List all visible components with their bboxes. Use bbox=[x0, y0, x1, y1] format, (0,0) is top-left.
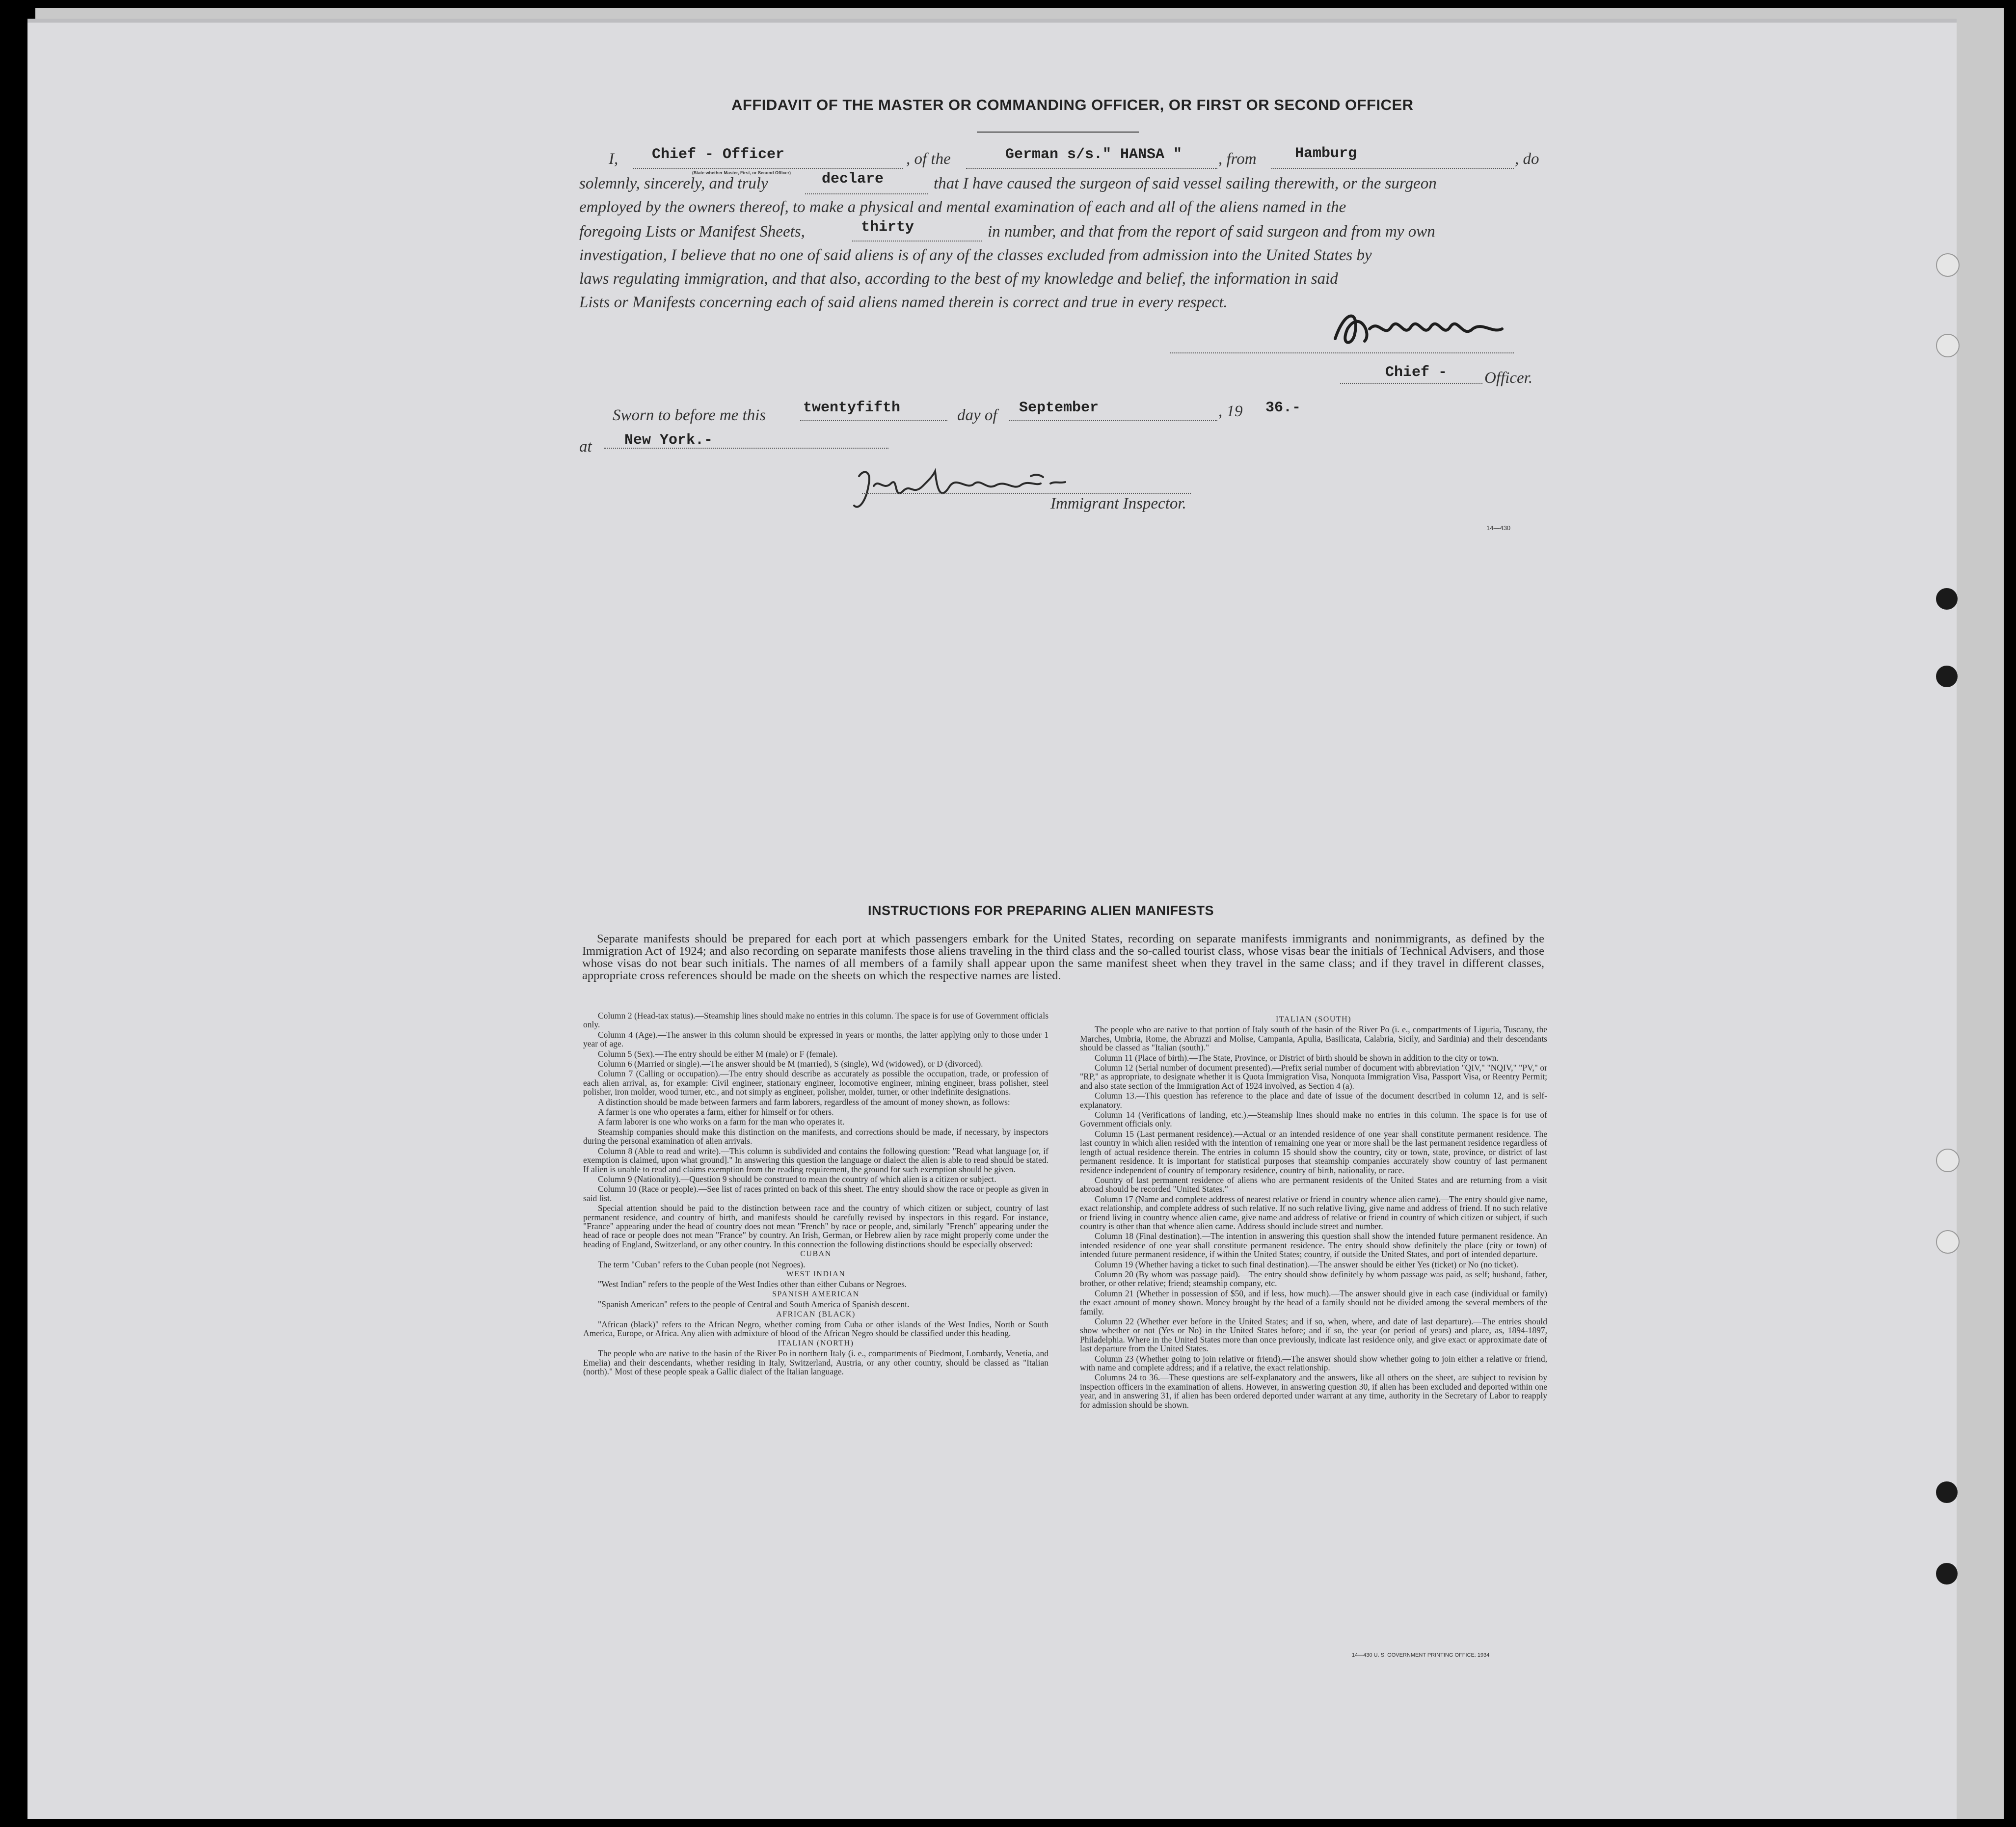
african-definition: "African (black)" refers to the African Negro, whether coming from Cuba or other islands of the West Indies, North or South America, Europe, or Africa. Any alien with admixture of blood of the African Negro should be classified under this heading. bbox=[583, 1319, 1048, 1339]
binder-hole bbox=[1936, 1481, 1958, 1503]
col7-occupation: Column 7 (Calling or occupation).—The entry should describe as accurately as possible the occupation, trade, or profession of each alien arrival, as, for example: Civil engineer, stationary engineer, locomotive engineer, mining engineer, brass polisher, steel polisher, iron molder, wood turner, etc., and not simply as engineer, polisher, molder, turner, or other indefinite designations. bbox=[583, 1069, 1048, 1097]
document-page bbox=[27, 23, 1957, 1819]
text-year-prefix: , 19 bbox=[1218, 403, 1243, 420]
instructions-intro bbox=[582, 933, 1544, 983]
text-do: , do bbox=[1515, 150, 1539, 168]
intro-paragraph: Separate manifests should be prepared for each port at which passengers embark for the United States, recording on separate manifests immigrants and nonimmigrants, as defined by the Immigration Act of 1924; and also recording on separate manifests those aliens traveling in the third class and the so-called tourist class, whose visas bear the initials of Technical Advisers, and those whose visas do not bear such initials. The names of all members of a family shall appear upon the same manifest sheet when they travel in the same class; and if they travel in different classes, appropriate cross references should be made on the sheets on which the respective names are listed. bbox=[582, 932, 1544, 982]
heading-african: AFRICAN (BLACK) bbox=[776, 1310, 856, 1318]
farmer-distinction: A distinction should be made between farmers and farm laborers, regardless of the amount of money shown, as follows: bbox=[598, 1097, 1010, 1107]
sheet-count-field: thirty bbox=[861, 219, 914, 236]
text-from: , from bbox=[1218, 150, 1257, 168]
form-number: 14—430 bbox=[1486, 524, 1511, 532]
col21-money: Column 21 (Whether in possession of $50, and if less, how much).—The answer should give in each case (individual or family) the exact amount of money shown. Money brought by the head of a family should not be divided among the several members of the family. bbox=[1080, 1288, 1547, 1317]
col11-birthplace: Column 11 (Place of birth).—The State, Province, or District of birth should be shown in addition to the city or town. bbox=[1095, 1052, 1499, 1063]
col8-read-write: Column 8 (Able to read and write).—This column is subdivided and contains the following question: "Read what language [or, if exemption is claimed, upon what ground]." In answering this question the language or dialect the alien is able to read should be stated. If alien is unable to read and claims exemption from the reading requirement, the ground for such exemption should be given. bbox=[583, 1146, 1048, 1174]
spanish-american-definition: "Spanish American" refers to the people of Central and South America of Spanish descent. bbox=[598, 1299, 910, 1310]
rank-note: (State whether Master, First, or Second Officer) bbox=[692, 170, 791, 175]
vessel-line bbox=[966, 168, 1217, 169]
text-line3: employed by the owners thereof, to make a physical and mental examination of each and all of the aliens named in the bbox=[579, 198, 1346, 216]
title-divider bbox=[977, 132, 1139, 133]
farmer-definition: A farmer is one who operates a farm, either for himself or for others. bbox=[598, 1107, 834, 1117]
place-field: New York.- bbox=[624, 432, 713, 449]
heading-italian-south: ITALIAN (SOUTH) bbox=[1275, 1015, 1352, 1023]
signer-rank-line bbox=[1340, 383, 1482, 384]
col19-ticket: Column 19 (Whether having a ticket to such final destination).—The answer should be either Yes (ticket) or No (no ticket). bbox=[1095, 1259, 1519, 1269]
binder-hole bbox=[1936, 666, 1958, 687]
binder-hole bbox=[1936, 588, 1958, 610]
col15-residence: Column 15 (Last permanent residence).—Actual or an intended residence of one year shall constitute permanent residence. The last country in which alien resided with the intention of remaining one year or more shall be the last permanent residence regardless of length of actual residence therein. The entries in column 15 should show the country, city or town, state, province, or district of last permanent residence. It is important for statistical purposes that steamship companies accurately show country of last permanent residence independent of country of temporary residence, country of birth, nationality, or race. bbox=[1080, 1128, 1547, 1175]
italian-north-definition: The people who are native to the basin of the River Po in northern Italy (i. e., compartments of Piedmont, Lombardy, Venetia, and Emelia) and their descendants, whether residing in Italy, Switzerland, Austria, or any other country, should be classed as "Italian (north)." Most of these people speak a Gallic dialect of the Italian language. bbox=[583, 1348, 1048, 1377]
officer-rank-field: Chief - Officer bbox=[652, 146, 785, 163]
sworn-month-line bbox=[1009, 420, 1217, 421]
farm-laborer-definition: A farm laborer is one who works on a farm for the man who operates it. bbox=[598, 1117, 845, 1127]
col17-relative: Column 17 (Name and complete address of nearest relative or friend in country whence alien came).—The entry should give name, exact relationship, and complete address of such relative. If no such relative living, give name and address of friend. If no such relative or friend living in country whence alien came, give name and address of relative or friend in country of which citizen or subject, if such country is other than that whence alien came. Address should include street and number. bbox=[1080, 1194, 1547, 1231]
inspector-title: Immigrant Inspector. bbox=[1050, 495, 1186, 512]
text-solemnly: solemnly, sincerely, and truly bbox=[579, 175, 768, 192]
inspector-line bbox=[862, 493, 1191, 494]
signature-line bbox=[1170, 352, 1514, 353]
race-country-note: Special attention should be paid to the distinction between race and the country of which citizen or subject, country of last permanent residence, and country of birth, and manifests should be carefully revised by inspectors in this regard. For instance, "France" appearing under the head of country does not mean "French" by race or people, and, similarly "French" appearing under the head of race or people does not mean "France" by country. An Irish, German, or Hebrew alien by race might properly come under the heading of England, Switzerland, or any other country. In this connection the following distinctions should be especially observed: bbox=[583, 1203, 1048, 1249]
sheet-count-line bbox=[852, 241, 982, 242]
sworn-day-field: twentyfifth bbox=[803, 400, 901, 416]
text-line5: investigation, I believe that no one of said aliens is of any of the classes excluded from admission into the United States by bbox=[579, 246, 1372, 264]
text-surgeon: that I have caused the surgeon of said vessel sailing therewith, or the surgeon bbox=[934, 175, 1437, 192]
text-foregoing: foregoing Lists or Manifest Sheets, bbox=[579, 223, 805, 241]
text-at: at bbox=[579, 438, 592, 456]
port-field: Hamburg bbox=[1295, 145, 1357, 162]
col18-destination: Column 18 (Final destination).—The intention in answering this question shall show the intended future permanent residence. An intended residence of one year shall constitute permanent residence. The entry should show definitely the place (city or town) of intended future permanent residence, if within the United States; country, if outside the United States, and port of intended departure. bbox=[1080, 1231, 1547, 1260]
col22-previous-visit: Column 22 (Whether ever before in the United States; and if so, when, where, and date of last departure).—The entries should show whether or not (Yes or No) in the United States before; and if so, the year (or period of years) and place, as, 1894-1897, Philadelphia. Where in the United States more than once previously, indicate last residence only, and give exact or approximate date of last departure from the United States. bbox=[1080, 1317, 1547, 1354]
text-officer: Officer. bbox=[1484, 369, 1533, 387]
binder-hole bbox=[1936, 334, 1960, 357]
signer-rank-field: Chief - bbox=[1385, 364, 1448, 381]
col24-36: Columns 24 to 36.—These questions are self-explanatory and the answers, like all others on the sheet, are subject to revision by inspection officers in the examination of aliens. However, in answering question 30, if alien has been excluded and deported within one year, and in answering 31, if alien has been ordered deported under warrant at any time, authority in the Secretary of Labor to reapply for admission should be shown. bbox=[1080, 1372, 1547, 1410]
residence-us-note: Country of last permanent residence of aliens who are permanent residents of the United States and are returning from a visit abroad should be recorded "United States." bbox=[1080, 1175, 1547, 1194]
col9-nationality: Column 9 (Nationality).—Question 9 should be construed to mean the country of which alien is a citizen or subject. bbox=[598, 1174, 996, 1184]
heading-italian-north: ITALIAN (NORTH) bbox=[778, 1339, 854, 1347]
col14-verifications: Column 14 (Verifications of landing, etc.).—Steamship lines should make no entries in this column. The space is for use of Government officials only. bbox=[1080, 1110, 1547, 1129]
affidavit-title: AFFIDAVIT OF THE MASTER OR COMMANDING OFFICER, OR FIRST OR SECOND OFFICER bbox=[731, 96, 1414, 113]
col2-head-tax: Column 2 (Head-tax status).—Steamship lines should make no entries in this column. The space is for use of Government officials only. bbox=[583, 1011, 1048, 1030]
heading-west-indian: WEST INDIAN bbox=[786, 1269, 846, 1278]
instructions-right-column bbox=[1080, 1015, 1547, 1410]
text-line6: laws regulating immigration, and that also, according to the best of my knowledge and belief, the information in said bbox=[579, 270, 1338, 288]
printing-office-footer: 14—430 U. S. GOVERNMENT PRINTING OFFICE: 1934 bbox=[1352, 1652, 1490, 1658]
declare-line bbox=[805, 193, 928, 194]
officer-signature bbox=[1325, 299, 1512, 358]
cuban-definition: The term "Cuban" refers to the Cuban people (not Negroes). bbox=[598, 1259, 806, 1269]
col13-document: Column 13.—This question has reference to the place and date of issue of the document described in column 12, and is self-explanatory. bbox=[1080, 1091, 1547, 1110]
binder-hole bbox=[1936, 1149, 1960, 1172]
col10-race: Column 10 (Race or people).—See list of races printed on back of this sheet. The entry should show the race or people as given in said list. bbox=[583, 1184, 1048, 1203]
col4-age: Column 4 (Age).—The answer in this column should be expressed in years or months, the latter applying only to those under 1 year of age. bbox=[583, 1029, 1048, 1049]
sworn-year-field: 36.- bbox=[1265, 400, 1301, 416]
col23-join: Column 23 (Whether going to join relative or friend).—The answer should show whether going to join either a relative or friend, with name and complete address; and if a relative, the exact relationship. bbox=[1080, 1353, 1547, 1373]
col12-serial-number: Column 12 (Serial number of document presented).—Prefix serial number of document with abbreviation "QIV," "NQIV," "PV," or "RP," as appropriate, to designate whether it is Quota Immigration Visa, Nonquota Immigration Visa, Passport Visa, or Reentry Permit; and also state section of the Immigration Act of 1924 involved, as Section 4 (a). bbox=[1080, 1063, 1547, 1091]
vessel-field: German s/s." HANSA " bbox=[1005, 146, 1183, 163]
port-line bbox=[1271, 168, 1514, 169]
officer-rank-line bbox=[633, 168, 903, 169]
text-in-number: in number, and that from the report of said surgeon and from my own bbox=[988, 223, 1435, 241]
text-day-of: day of bbox=[957, 406, 997, 424]
instructions-left-column bbox=[583, 1011, 1048, 1377]
place-line bbox=[604, 448, 888, 449]
sworn-month-field: September bbox=[1019, 400, 1099, 416]
declare-field: declare bbox=[822, 171, 884, 188]
binder-hole bbox=[1936, 1230, 1960, 1254]
heading-spanish-american: SPANISH AMERICAN bbox=[772, 1290, 860, 1298]
text-i: I, bbox=[609, 150, 618, 168]
sworn-day-line bbox=[800, 420, 947, 421]
col5-sex: Column 5 (Sex).—The entry should be either M (male) or F (female). bbox=[598, 1048, 838, 1059]
steamship-distinction: Steamship companies should make this distinction on the manifests, and corrections should be made, if necessary, by inspectors during the personal examination of alien arrivals. bbox=[583, 1127, 1048, 1146]
west-indian-definition: "West Indian" refers to the people of the West Indies other than either Cubans or Negroes. bbox=[598, 1279, 907, 1290]
binder-hole bbox=[1936, 253, 1960, 277]
col20-passage: Column 20 (By whom was passage paid).—The entry should show definitely by whom passage was paid, as self; husband, father, brother, or other relative; friend; steamship company, etc. bbox=[1080, 1269, 1547, 1289]
text-of-the: , of the bbox=[906, 150, 951, 168]
binder-hole bbox=[1936, 1563, 1958, 1585]
italian-south-definition: The people who are native to that portion of Italy south of the basin of the River Po (i. e., compartments of Liguria, Tuscany, the Marches, Umbria, Rome, the Abruzzi and Molise, Campania, Apulia, Basilicata, Calabria, Sicily, and Sardinia) and their descendants should be classed as "Italian (south)." bbox=[1080, 1024, 1547, 1053]
text-sworn: Sworn to before me this bbox=[613, 406, 766, 424]
heading-cuban: CUBAN bbox=[800, 1250, 832, 1259]
instructions-title: INSTRUCTIONS FOR PREPARING ALIEN MANIFESTS bbox=[868, 903, 1214, 918]
col6-married: Column 6 (Married or single).—The answer should be M (married), S (single), Wd (widowed), or D (divorced). bbox=[598, 1059, 983, 1069]
inspector-signature bbox=[844, 457, 1119, 525]
text-line7: Lists or Manifests concerning each of said aliens named therein is correct and true in every respect. bbox=[579, 294, 1228, 311]
